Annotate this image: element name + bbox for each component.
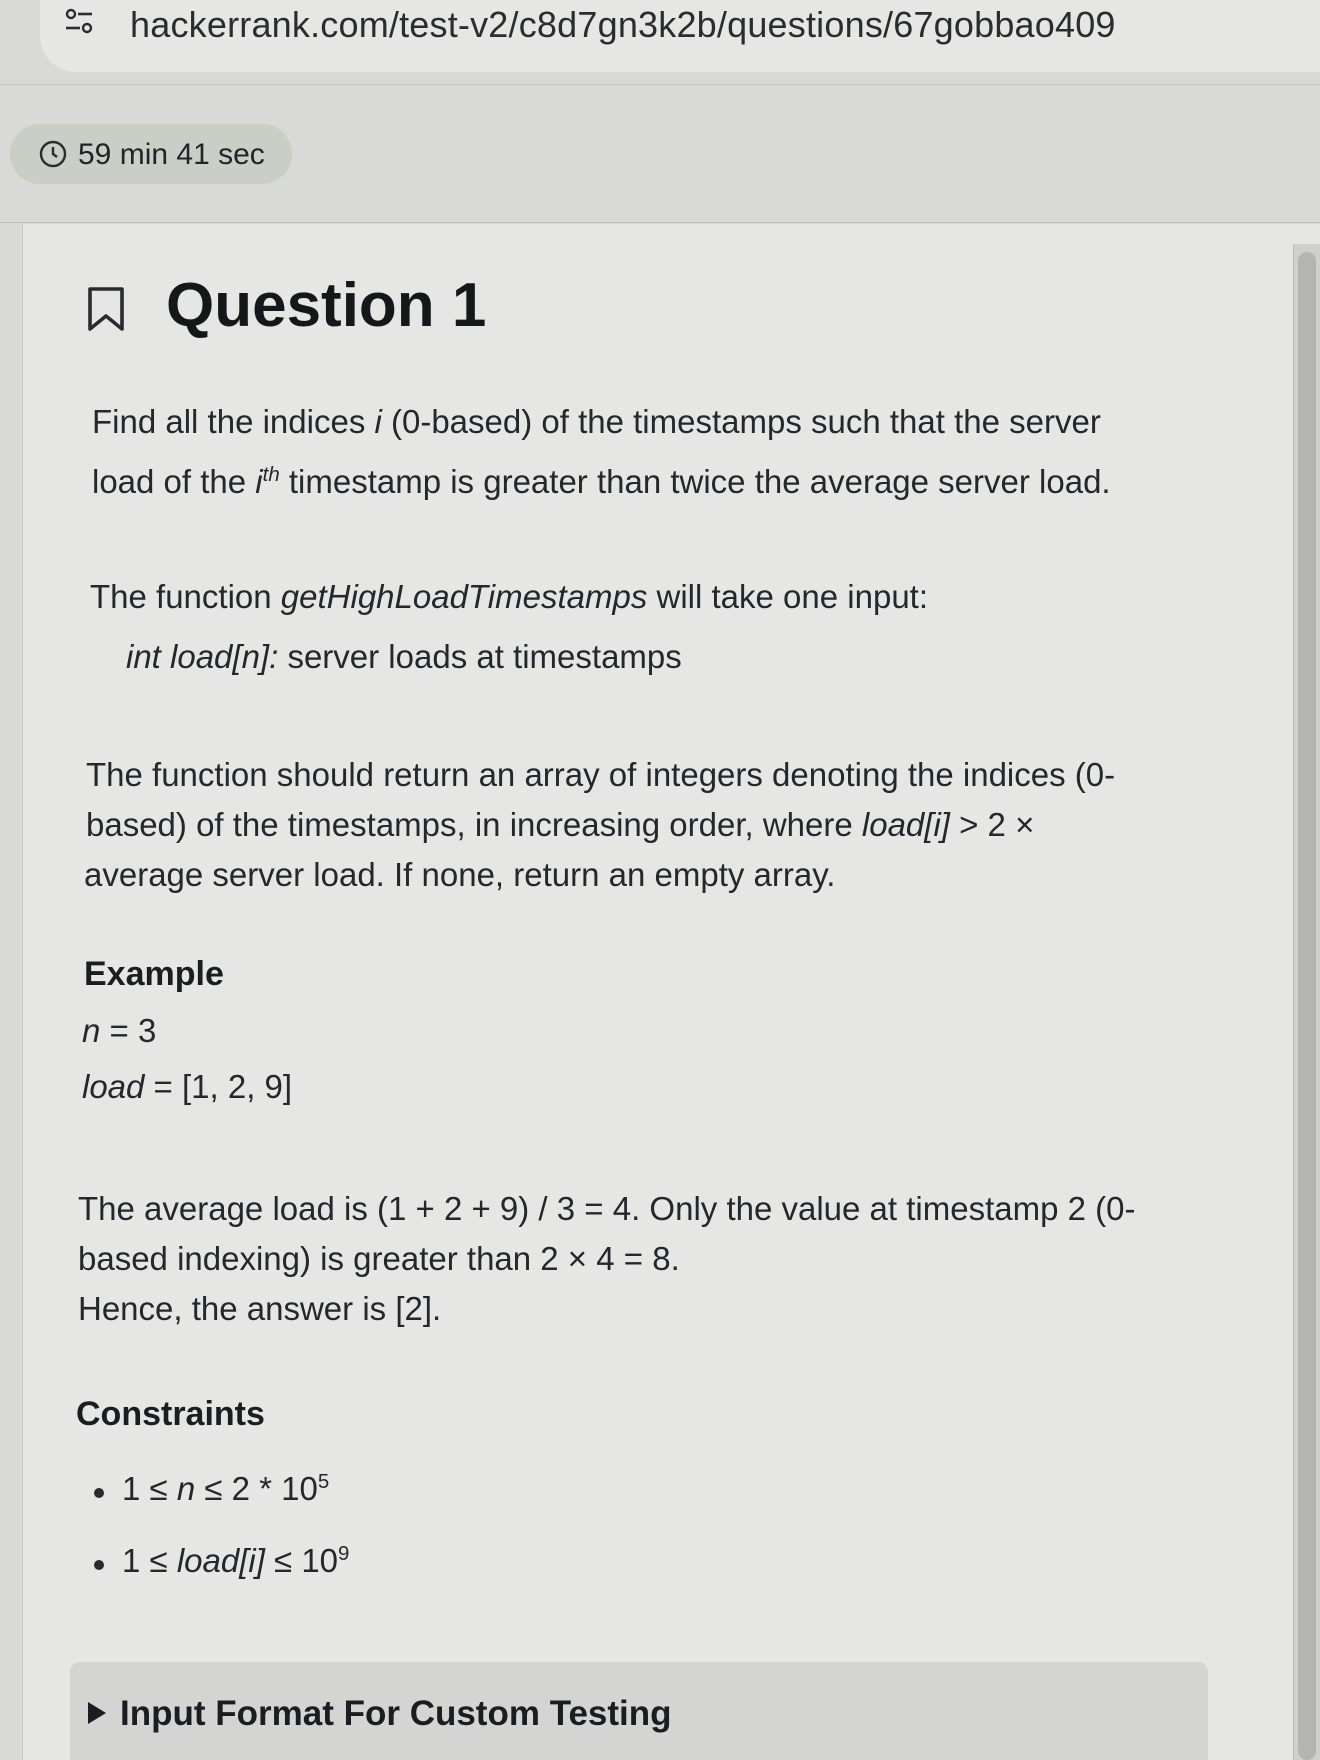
text: (0-based) of the timestamps such that the server	[381, 403, 1101, 440]
divider	[0, 222, 1320, 223]
text: The function	[90, 578, 281, 615]
parameter-line	[126, 630, 682, 684]
example-explanation: based indexing) is greater than 2 × 4 = 8.	[78, 1240, 680, 1277]
math-var: load	[82, 1068, 145, 1105]
text: server loads at timestamps	[278, 638, 682, 675]
parameter-name: int load[n]:	[126, 638, 279, 675]
divider	[0, 84, 1320, 85]
text: load of the	[92, 463, 256, 500]
constraints-heading: Constraints	[76, 1395, 265, 1433]
math-var: load[i]	[861, 806, 950, 843]
clock-icon	[38, 139, 68, 169]
function-intro	[90, 570, 928, 624]
math-var: n	[82, 1012, 101, 1049]
math-var: i	[374, 403, 382, 440]
example-explanation: The average load is (1 + 2 + 9) / 3 = 4. Only the value at timestamp 2 (0-	[78, 1190, 1136, 1227]
text: ≤ 2 * 10	[195, 1470, 318, 1507]
example-heading: Example	[84, 955, 224, 993]
question-title: Question 1	[166, 271, 487, 340]
url-text[interactable]: hackerrank.com/test-v2/c8d7gn3k2b/questions/67gobbao409	[130, 4, 1116, 45]
superscript: th	[262, 463, 280, 486]
site-settings-icon[interactable]	[64, 6, 94, 36]
bookmark-icon[interactable]	[86, 286, 126, 332]
example-load	[82, 1068, 292, 1106]
text: > 2 ×	[949, 806, 1035, 843]
bullet-icon	[94, 1560, 104, 1570]
description-line	[92, 455, 1111, 509]
text: will take one input:	[647, 578, 929, 615]
constraint-item	[122, 1470, 329, 1508]
text: 1 ≤	[122, 1542, 177, 1579]
text: ≤ 10	[264, 1542, 339, 1579]
return-line: The function should return an array of integers denoting the indices (0-	[86, 756, 1116, 793]
return-line: average server load. If none, return an empty array.	[84, 856, 836, 893]
math-var: i	[255, 463, 263, 500]
text: = [1, 2, 9]	[144, 1068, 293, 1105]
math-var: n	[176, 1470, 196, 1507]
text: timestamp is greater than twice the average server load.	[279, 463, 1111, 500]
text: = 3	[100, 1012, 157, 1049]
scrollbar-thumb[interactable]	[1298, 252, 1316, 1760]
input-format-label[interactable]: Input Format For Custom Testing	[120, 1694, 672, 1733]
timer-badge	[10, 124, 292, 184]
return-line	[86, 798, 1034, 852]
text: based) of the timestamps, in increasing order, where	[86, 806, 862, 843]
superscript: 5	[317, 1470, 330, 1493]
example-n	[82, 1012, 156, 1050]
timer-text: 59 min 41 sec	[78, 138, 265, 171]
superscript: 9	[338, 1542, 350, 1565]
constraint-item	[122, 1542, 349, 1580]
example-explanation: Hence, the answer is [2].	[78, 1290, 442, 1327]
text: Find all the indices	[92, 403, 375, 440]
description-line	[92, 395, 1101, 449]
caret-right-icon[interactable]	[88, 1702, 106, 1724]
math-var: load[i]	[176, 1542, 265, 1579]
function-name: getHighLoadTimestamps	[280, 578, 648, 615]
bullet-icon	[94, 1488, 104, 1498]
text: 1 ≤	[122, 1470, 177, 1507]
